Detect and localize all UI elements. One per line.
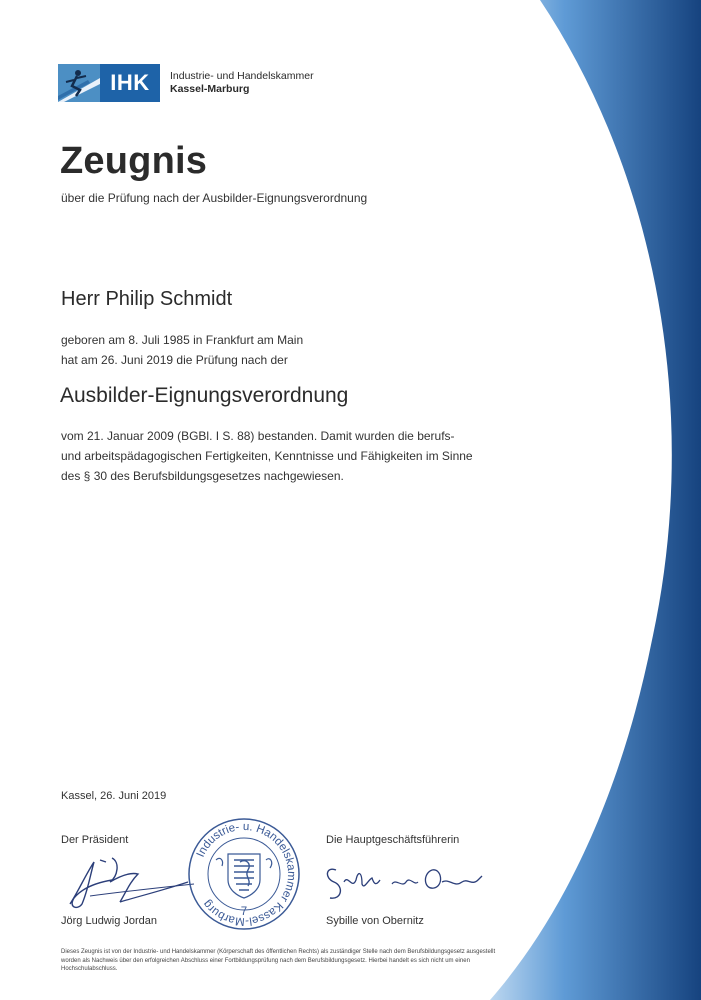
body-line: vom 21. Januar 2009 (BGBl. I S. 88) bestanden. Damit wurden die berufs- <box>61 429 455 443</box>
exam-title: Ausbilder-Eignungsverordnung <box>60 384 349 407</box>
official-seal <box>186 816 302 932</box>
left-signature <box>60 852 200 912</box>
right-signatory-name: Sybille von Obernitz <box>326 915 424 927</box>
intro-line: hat am 26. Juni 2019 die Prüfung nach der <box>61 353 288 367</box>
right-signatory-role: Die Hauptgeschäftsführerin <box>326 834 460 846</box>
logo-text <box>170 70 314 96</box>
intro-paragraph <box>61 330 303 370</box>
logo-line1: Industrie- und Handelskammer <box>170 70 314 82</box>
skier-logo-icon <box>58 64 100 102</box>
left-signatory-role: Der Präsident <box>61 834 129 846</box>
seal-ring-text: Industrie- u. Handelskammer Kassel-Marburg <box>194 820 298 928</box>
logo-abbr: IHK <box>100 64 160 102</box>
right-signature <box>322 860 492 906</box>
recipient-name: Herr Philip Schmidt <box>61 288 233 310</box>
intro-line: geboren am 8. Juli 1985 in Frankfurt am Main <box>61 333 304 347</box>
body-line: und arbeitspädagogischen Fertigkeiten, Kenntnisse und Fähigkeiten im Sinne <box>61 449 473 463</box>
ihk-logo <box>58 64 314 102</box>
body-line: des § 30 des Berufsbildungsgesetzes nachgewiesen. <box>61 469 344 483</box>
logo-line2: Kassel-Marburg <box>170 83 250 95</box>
seal-number: 7 <box>240 906 248 918</box>
document-subtitle: über die Prüfung nach der Ausbilder-Eignungsverordnung <box>61 191 368 205</box>
place-date: Kassel, 26. Juni 2019 <box>61 790 167 802</box>
document-title: Zeugnis <box>60 140 208 182</box>
footnote: Dieses Zeugnis ist von der Industrie- und Handelskammer (Körperschaft des öffentlichen Rechts) als zuständiger Stelle nach dem Berufsbildungsgesetz ausgestellt worden als Nachweis über den erfolgreichen Abschluss einer Fortbildungsprüfung nach dem Berufsbildungsgesetz. Hierbei handelt es sich nicht um einen Hochschulabschluss. <box>61 949 496 972</box>
body-paragraph <box>61 426 481 486</box>
left-signatory-name: Jörg Ludwig Jordan <box>61 915 158 927</box>
